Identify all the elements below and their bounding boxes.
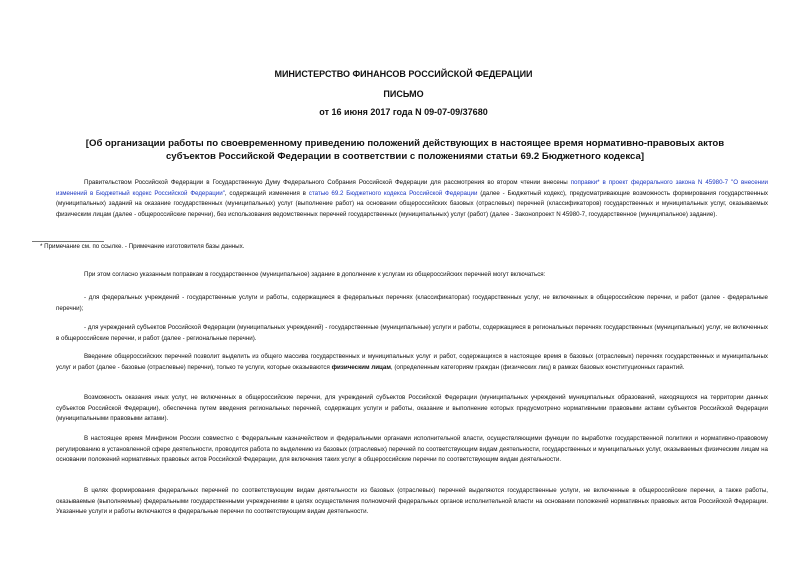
amendments-link[interactable]: поправки* в проект федерального закона N 45980-7 "О внесении изменений в Бюджетный кодекс Российской Федерации"	[56, 179, 768, 197]
paragraph-1-text-c: (далее - Бюджетный кодекс), предусматривающие возможность формирования государственных (муниципальных) заданий на оказание государственных (муниципальных) услуг (выполнение работ) на основании общероссийских базовых (отраслевых) перечней (классификаторов) государственных и муниципальных услуг, оказываемых физическим лицам (далее - общероссийские перечни), без использования ведомственных перечней государственных (муниципальных) услуг (работ) (далее - Законопроект N 45980-7, государственное (муниципальное) задание).	[56, 189, 769, 218]
paragraph-5-bold: физическим лицам	[331, 363, 391, 371]
paragraph-1	[56, 178, 768, 220]
document-title: [Об организации работы по своевременному приведению положений действующих в настоящее время нормативно-правовых актов субъектов Российской Федерации в соответствии с положениями статьи 69.2 Бюджетного кодекса]	[85, 138, 725, 162]
ministry-heading: МИНИСТЕРСТВО ФИНАНСОВ РОССИЙСКОЙ ФЕДЕРАЦИИ	[274, 69, 533, 79]
paragraph-4: - для учреждений субъектов Российской Федерации (муниципальных учреждений) - государственные (муниципальные) услуги и работы, содержащиеся в региональных перечнях государственных (муниципальных) услуг, не включенных в общероссийские перечни, и работ (далее - региональные перечни).	[56, 324, 768, 342]
paragraph-5-text-b: , (определенным категориям граждан (физических лиц) в рамках базовых конституционных гарантий.	[390, 363, 685, 371]
paragraph-5-text-a: Введение общероссийских перечней позволит выделить из общего массива государственных и муниципальных услуг и работ, содержащихся в настоящее время в базовых (отраслевых) перечнях государственных и муниципальных услуг и работ (далее - базовые (отраслевые) перечни), только те услуги, которые оказываются	[56, 353, 768, 371]
paragraph-6: Возможность оказания иных услуг, не включенных в общероссийские перечни, для учреждений субъектов Российской Федерации (муниципальных учреждений муниципальных образований, находящихся на территории данных субъектов Российской Федерации), обеспечена путем введения региональных перечней, содержащих услуги и работы, оказание и выполнение которых предусмотрено нормативными правовыми актами субъектов Российской Федерации (муниципальными правовыми актами).	[56, 394, 768, 423]
paragraph-2: При этом согласно указанным поправкам в государственное (муниципальное) задание в дополнение к услугам из общероссийских перечней могут включаться:	[84, 271, 546, 278]
article-69-2-link[interactable]: статью 69.2 Бюджетного кодекса Российской Федерации	[308, 189, 478, 197]
footnote-divider	[32, 241, 104, 242]
document-date-number: от 16 июня 2017 года N 09-07-09/37680	[319, 107, 488, 117]
paragraph-8: В целях формирования федеральных перечней по соответствующим видам деятельности из базовых (отраслевых) перечней выделяются государственные услуги, не включенные в общероссийские перечни, а также работы, оказываемые (выполняемые) федеральными государственными учреждениями в целях осуществления полномочий федеральных органов исполнительной власти на основании положений нормативных правовых актов Российской Федерации. Указанные услуги и работы включаются в федеральные перечни по соответствующим видам деятельности.	[56, 487, 768, 516]
paragraph-7: В настоящее время Минфином России совместно с Федеральным казначейством и федеральными органами исполнительной власти, осуществляющими функции по выработке государственной политики и нормативно-правовому регулированию в установленной сфере деятельности, проводится работа по выделению из базовых (отраслевых) перечней по соответствующим видам деятельности, государственных и муниципальных услуг, оказываемых физическим лицам на основании положений нормативных правовых актов Российской Федерации, для включения таких услуг в общероссийские перечни по соответствующим видам деятельности.	[56, 435, 768, 464]
paragraph-1-text-b: , содержащий изменения в	[224, 189, 309, 197]
paragraph-3: - для федеральных учреждений - государственные услуги и работы, содержащиеся в федеральных перечнях (классификаторах) государственных услуг, не включенных в общероссийские перечни, и работ (далее - федеральные перечни);	[56, 294, 768, 312]
document-type: ПИСЬМО	[383, 89, 424, 99]
paragraph-1-text-a: Правительством Российской Федерации в Государственную Думу Федерального Собрания Российской Федерации для рассмотрения во втором чтении внесены	[84, 179, 571, 186]
paragraph-5	[56, 352, 768, 373]
footnote: * Примечание см. по ссылке. - Примечание изготовителя базы данных.	[40, 243, 245, 250]
